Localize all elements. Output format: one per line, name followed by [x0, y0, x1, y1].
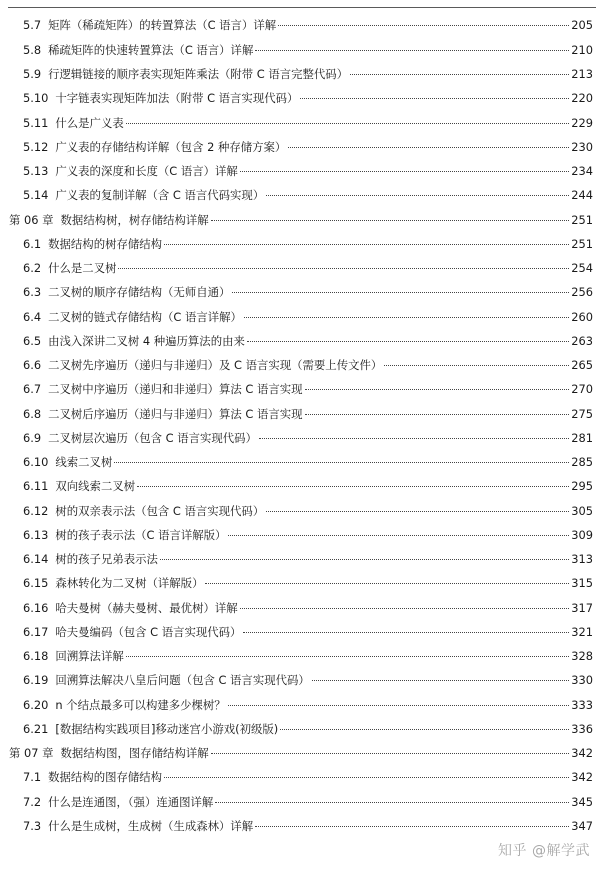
toc-page-number: 281: [571, 430, 593, 445]
toc-entry-title: 稀疏矩阵的快速转置算法（C 语言）详解: [48, 42, 254, 57]
toc-entry-number: 6.17: [23, 624, 49, 639]
toc-section-row[interactable]: [0, 111, 600, 135]
toc-entry-number: 6.2: [23, 261, 42, 275]
toc-section-row[interactable]: [0, 353, 600, 377]
toc-entry-title: 由浅入深讲二叉树 4 种遍历算法的由来: [48, 333, 245, 348]
toc-dot-leader: [350, 74, 569, 75]
toc-dot-leader: [240, 171, 569, 172]
toc-dot-leader: [160, 559, 569, 560]
toc-dot-leader: [312, 680, 569, 681]
toc-entry-title: 广义表的存储结构详解（包含 2 种存储方案）: [55, 139, 287, 154]
toc-page-number: 275: [571, 406, 593, 421]
toc-entry-number: 6.10: [23, 455, 49, 469]
toc-entry-title: 二叉树的链式存储结构（C 语言详解）: [48, 309, 242, 324]
toc-dot-leader: [126, 656, 570, 657]
toc-dot-leader: [259, 438, 569, 439]
toc-entry-number: 5.13: [23, 164, 49, 178]
top-rule: [8, 7, 596, 8]
toc-dot-leader: [255, 50, 569, 51]
toc-entry-title: 回溯算法解决八皇后问题（包含 C 语言实现代码）: [55, 673, 310, 687]
toc-section-row[interactable]: [0, 499, 600, 523]
toc-entry-title: 二叉树层次遍历（包含 C 语言实现代码）: [48, 430, 257, 445]
toc-entry-title: 双向线索二叉树: [55, 479, 136, 493]
toc-entry-title: 广义表的深度和长度（C 语言）详解: [55, 164, 238, 178]
toc-entry-title: 树的双亲表示法（包含 C 语言实现代码）: [55, 503, 265, 518]
toc-entry-title: 广义表的复制详解（含 C 语言代码实现）: [55, 188, 265, 202]
toc-dot-leader: [137, 486, 569, 487]
toc-entry-title: 什么是广义表: [55, 115, 124, 130]
toc-section-row[interactable]: [0, 232, 600, 256]
toc-entry-number: 5.12: [23, 139, 49, 154]
toc-section-row[interactable]: [0, 547, 600, 571]
toc-entry-number: 6.20: [23, 697, 49, 712]
toc-entry-title: 矩阵（稀疏矩阵）的转置算法（C 语言）详解: [48, 18, 277, 32]
toc-page-number: 309: [571, 527, 593, 542]
toc-dot-leader: [164, 777, 569, 778]
toc-dot-leader: [300, 98, 569, 99]
toc-entry-title: 数据结构图，图存储结构详解: [60, 746, 209, 760]
toc-section-row[interactable]: [0, 86, 600, 110]
toc-section-row[interactable]: [0, 377, 600, 401]
toc-section-row[interactable]: [0, 159, 600, 183]
toc-page-number: 229: [571, 115, 593, 130]
toc-entry-number: 5.9: [23, 67, 42, 81]
toc-entry-number: 5.7: [23, 18, 42, 32]
toc-page-number: 265: [571, 358, 593, 372]
toc-dot-leader: [228, 535, 569, 536]
toc-entry-title: n 个结点最多可以构建多少棵树？: [55, 697, 226, 712]
toc-section-row[interactable]: [0, 13, 600, 37]
toc-entry-number: 6.14: [23, 552, 49, 566]
toc-entry-title: 哈夫曼编码（包含 C 语言实现代码）: [55, 624, 242, 639]
toc-entry-number: 5.10: [23, 91, 49, 105]
toc-section-row[interactable]: [0, 135, 600, 159]
toc-dot-leader: [164, 244, 569, 245]
toc-entry-title: 二叉树中序遍历（递归和非递归）算法 C 语言实现: [48, 382, 303, 396]
toc-dot-leader: [280, 729, 569, 730]
toc-page-number: 205: [571, 18, 593, 32]
toc-dot-leader: [215, 802, 569, 803]
toc-entry-title: 线索二叉树: [55, 455, 113, 469]
toc-page-number: 254: [571, 261, 593, 275]
toc-entry-title: 哈夫曼树（赫夫曼树、最优树）详解: [55, 600, 238, 615]
toc-dot-leader: [243, 632, 569, 633]
toc-page-number: 285: [571, 455, 593, 469]
toc-page-number: 313: [571, 552, 593, 566]
toc-entry-number: 6.9: [23, 430, 42, 445]
toc-page-number: 305: [571, 503, 593, 518]
toc-dot-leader: [211, 220, 570, 221]
toc-entry-number: 5.14: [23, 188, 49, 202]
toc-entry-number: 6.11: [23, 479, 49, 493]
toc-entry-number: 6.1: [23, 236, 42, 251]
toc-entry-title: 什么是二叉树: [48, 261, 117, 275]
toc-entry-title: 树的孩子表示法（C 语言详解版）: [55, 527, 227, 542]
toc-page-number: 244: [571, 188, 593, 202]
toc-dot-leader: [232, 292, 569, 293]
toc-dot-leader: [384, 365, 569, 366]
toc-page-number: 345: [571, 794, 593, 809]
toc-section-row[interactable]: [0, 38, 600, 62]
toc-entry-number: 6.16: [23, 600, 49, 615]
toc-entry-number: 第 07 章: [9, 746, 54, 760]
toc-section-row[interactable]: [0, 790, 600, 814]
toc-entry-number: 6.19: [23, 673, 49, 687]
toc-dot-leader: [118, 268, 569, 269]
toc-entry-title: 行逻辑链接的顺序表实现矩阵乘法（附带 C 语言完整代码）: [48, 67, 349, 81]
toc-page-number: 234: [571, 164, 593, 178]
toc-entry-number: 6.8: [23, 406, 42, 421]
toc-entry-title: 数据结构的图存储结构: [48, 770, 163, 784]
toc-page-number: 251: [571, 236, 593, 251]
toc-dot-leader: [205, 583, 569, 584]
toc-page-number: 342: [571, 770, 593, 784]
toc-section-row[interactable]: [0, 765, 600, 789]
toc-entry-number: 6.18: [23, 649, 49, 663]
toc-entry-title: 数据结构树，树存储结构详解: [60, 212, 209, 227]
toc-dot-leader: [240, 608, 570, 609]
toc-entry-number: 6.12: [23, 503, 49, 518]
toc-page-number: 230: [571, 139, 593, 154]
toc-dot-leader: [228, 705, 570, 706]
toc-dot-leader: [255, 826, 569, 827]
toc-section-row[interactable]: [0, 571, 600, 595]
toc-dot-leader: [126, 123, 570, 124]
toc-section-row[interactable]: [0, 402, 600, 426]
toc-section-row[interactable]: [0, 474, 600, 498]
toc-dot-leader: [211, 753, 570, 754]
toc-dot-leader: [247, 341, 569, 342]
toc-section-row[interactable]: [0, 305, 600, 329]
toc-section-row[interactable]: [0, 450, 600, 474]
toc-section-row[interactable]: [0, 280, 600, 304]
toc-page-number: 333: [571, 697, 593, 712]
toc-section-row[interactable]: [0, 62, 600, 86]
toc-entry-number: 6.3: [23, 285, 42, 299]
toc-entry-number: 6.5: [23, 333, 42, 348]
toc-entry-title: 什么是连通图，（强）连通图详解: [48, 794, 214, 809]
toc-page-number: 251: [571, 212, 593, 227]
toc-page-number: 330: [571, 673, 593, 687]
toc-page-number: 347: [571, 818, 593, 833]
toc-section-row[interactable]: [0, 329, 600, 353]
toc-dot-leader: [114, 462, 569, 463]
watermark: 知乎 @解学武: [498, 843, 590, 859]
toc-page-number: 321: [571, 624, 593, 639]
toc-page-number: 210: [571, 42, 593, 57]
toc-entry-number: 第 06 章: [9, 212, 54, 227]
toc-dot-leader: [266, 195, 569, 196]
toc-page-number: 315: [571, 576, 593, 590]
toc-dot-leader: [305, 414, 570, 415]
toc-entry-title: 回溯算法详解: [55, 649, 124, 663]
toc-entry-title: 十字链表实现矩阵加法（附带 C 语言实现代码）: [55, 91, 299, 105]
toc-entry-number: 6.7: [23, 382, 42, 396]
toc-entry-number: 7.1: [23, 770, 42, 784]
toc-entry-number: 6.13: [23, 527, 49, 542]
toc-section-row[interactable]: [0, 596, 600, 620]
toc-page-number: 336: [571, 721, 593, 736]
toc-section-row[interactable]: [0, 523, 600, 547]
toc-section-row[interactable]: [0, 717, 600, 741]
toc-dot-leader: [305, 389, 570, 390]
toc-entry-title: 森林转化为二叉树（详解版）: [55, 576, 204, 590]
toc-entry-title: 二叉树后序遍历（递归与非递归）算法 C 语言实现: [48, 406, 303, 421]
toc-page-number: 260: [571, 309, 593, 324]
toc-entry-number: 6.21: [23, 721, 49, 736]
toc-section-row[interactable]: [0, 644, 600, 668]
toc-entry-title: 什么是生成树，生成树（生成森林）详解: [48, 818, 254, 833]
toc-entry-number: 7.3: [23, 818, 42, 833]
toc-page-number: 263: [571, 333, 593, 348]
toc-dot-leader: [288, 147, 569, 148]
toc-chapter-row[interactable]: [0, 741, 600, 765]
toc-section-row[interactable]: [0, 620, 600, 644]
toc-section-row[interactable]: [0, 814, 600, 838]
toc-section-row[interactable]: [0, 693, 600, 717]
toc-section-row[interactable]: [0, 668, 600, 692]
toc-entry-number: 7.2: [23, 794, 42, 809]
toc-page-number: 295: [571, 479, 593, 493]
toc-page-number: 256: [571, 285, 593, 299]
toc-entry-number: 5.8: [23, 42, 42, 57]
toc-entry-number: 6.15: [23, 576, 49, 590]
toc-entry-title: 二叉树的顺序存储结构（无师自通）: [48, 285, 231, 299]
toc-page-number: 270: [571, 382, 593, 396]
toc-page-number: 213: [571, 67, 593, 81]
toc-section-row[interactable]: [0, 183, 600, 207]
toc-dot-leader: [244, 317, 569, 318]
toc-section-row[interactable]: [0, 426, 600, 450]
toc-page-number: 317: [571, 600, 593, 615]
toc-entry-title: 树的孩子兄弟表示法: [55, 552, 158, 566]
toc-entry-title: 数据结构的树存储结构: [48, 236, 163, 251]
toc-chapter-row[interactable]: [0, 208, 600, 232]
toc-dot-leader: [266, 511, 569, 512]
toc-entry-number: 5.11: [23, 115, 49, 130]
toc-page-number: 328: [571, 649, 593, 663]
toc-section-row[interactable]: [0, 256, 600, 280]
toc-page-number: 342: [571, 746, 593, 760]
toc-entry-number: 6.4: [23, 309, 42, 324]
toc-dot-leader: [278, 25, 569, 26]
toc-entry-title: [数据结构实践项目]移动迷宫小游戏(初级版): [55, 721, 279, 736]
toc-entry-title: 二叉树先序遍历（递归与非递归）及 C 语言实现（需要上传文件）: [48, 358, 383, 372]
toc-entry-number: 6.6: [23, 358, 42, 372]
toc-page-number: 220: [571, 91, 593, 105]
